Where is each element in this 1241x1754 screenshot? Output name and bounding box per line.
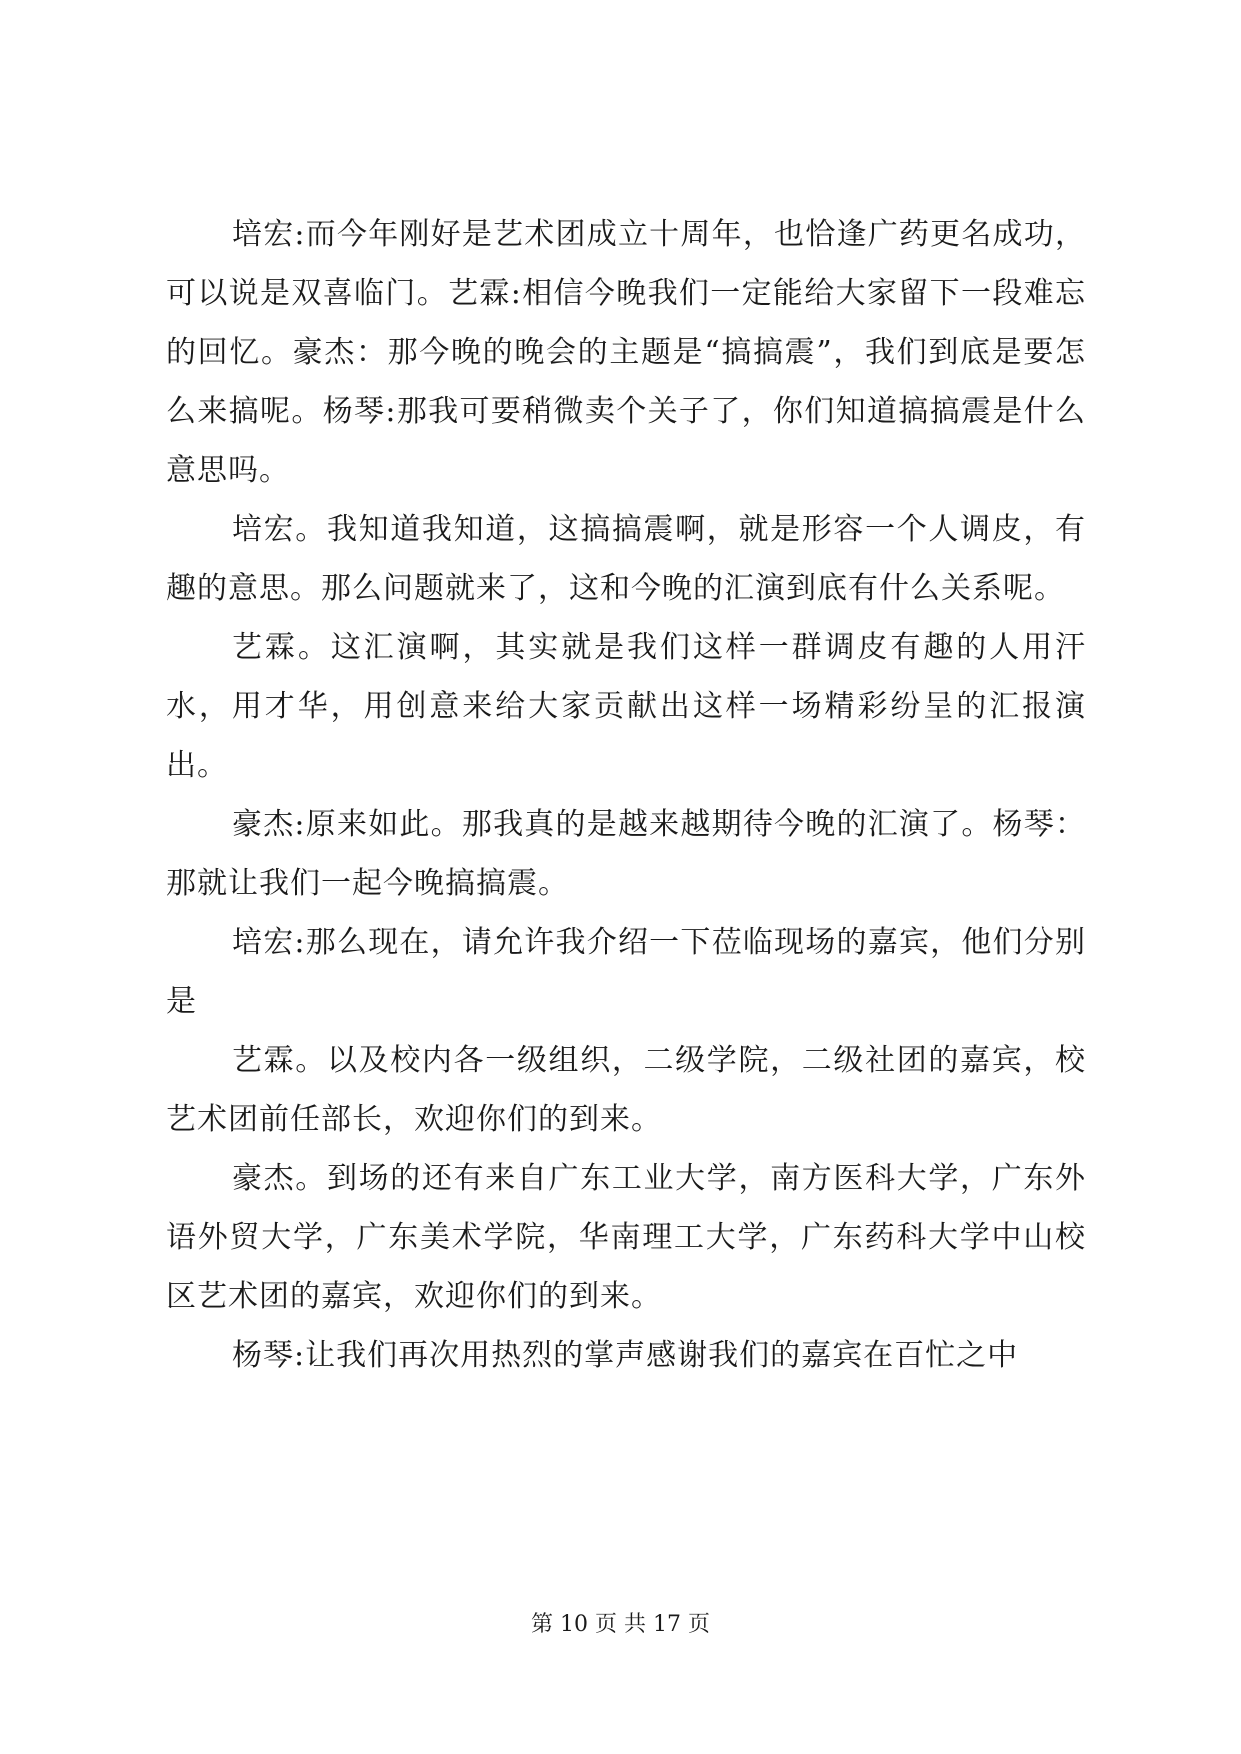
page-footer (0, 1610, 1241, 1640)
paragraph: 艺霖。这汇演啊，其实就是我们这样一群调皮有趣的人用汗水，用才华，用创意来给大家贡献出这样一场精彩纷呈的汇报演出。 (166, 630, 1086, 783)
page-number-label: 第 10 页 共 17 页 (531, 1612, 710, 1637)
paragraph: 豪杰。到场的还有来自广东工业大学，南方医科大学，广东外语外贸大学，广东美术学院，华南理工大学，广东药科大学中山校区艺术团的嘉宾，欢迎你们的到来。 (166, 1161, 1086, 1314)
paragraph: 艺霖。以及校内各一级组织，二级学院，二级社团的嘉宾，校艺术团前任部长，欢迎你们的到来。 (166, 1043, 1086, 1137)
paragraph: 培宏:而今年刚好是艺术团成立十周年，也恰逢广药更名成功，可以说是双喜临门。艺霖:相信今晚我们一定能给大家留下一段难忘的回忆。豪杰：那今晚的晚会的主题是“搞搞震”，我们到底是要怎么来搞呢。杨琴:那我可要稍微卖个关子了，你们知道搞搞震是什么意思吗。 (166, 217, 1086, 488)
document-body (166, 205, 1086, 1385)
paragraph: 杨琴:让我们再次用热烈的掌声感谢我们的嘉宾在百忙之中 (232, 1338, 1019, 1373)
paragraph: 豪杰:原来如此。那我真的是越来越期待今晚的汇演了。杨琴：那就让我们一起今晚搞搞震。 (166, 807, 1086, 901)
paragraph: 培宏。我知道我知道，这搞搞震啊，就是形容一个人调皮，有趣的意思。那么问题就来了，这和今晚的汇演到底有什么关系呢。 (166, 512, 1086, 606)
paragraph: 培宏:那么现在，请允许我介绍一下莅临现场的嘉宾，他们分别是 (166, 925, 1086, 1019)
